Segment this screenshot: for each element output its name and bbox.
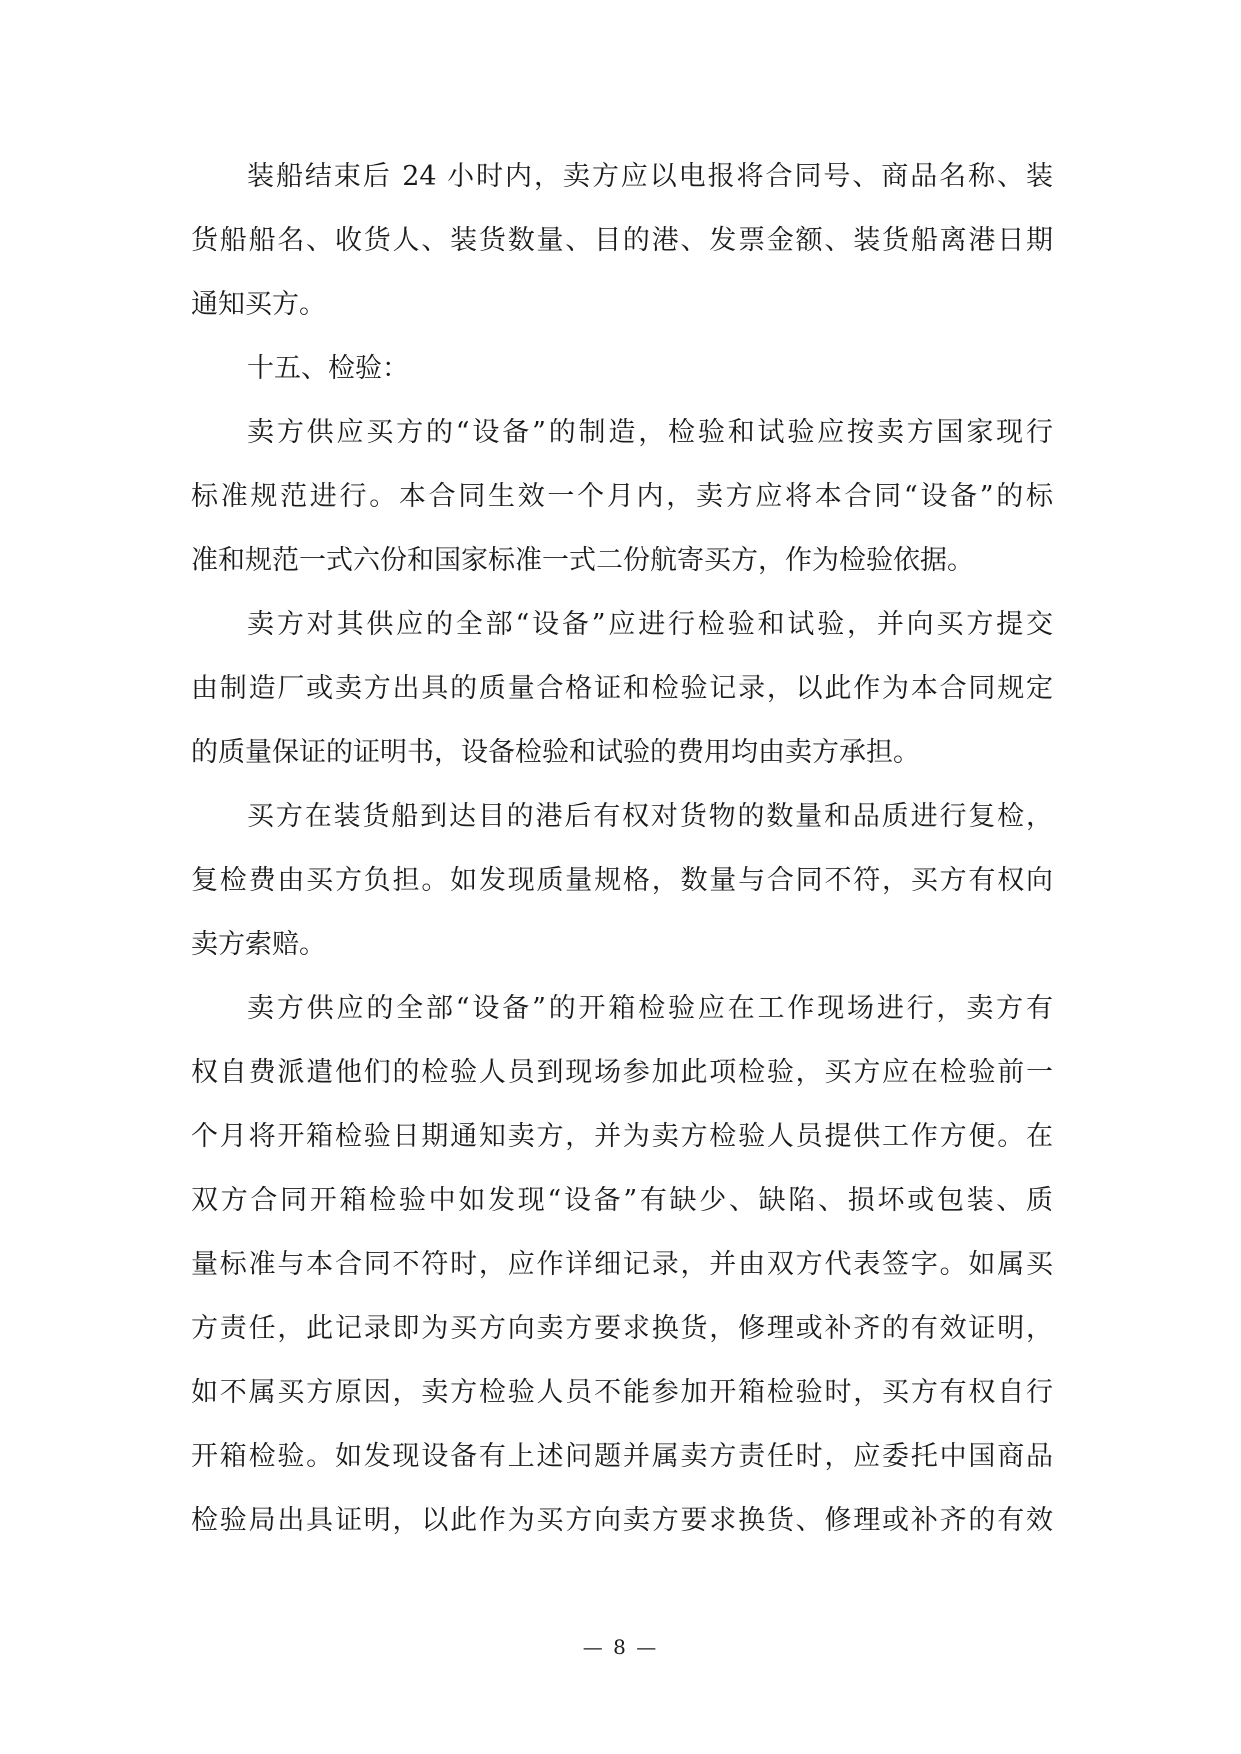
- text-line: 卖方索赔。: [191, 929, 326, 960]
- text-line: 复检费由买方负担。如发现质量规格，数量与合同不符，买方有权向: [191, 865, 1053, 896]
- text-line: 准和规范一式六份和国家标准一式二份航寄买方，作为检验依据。: [191, 545, 974, 576]
- text-line: 卖方供应的全部“设备”的开箱检验应在工作现场进行，卖方有: [247, 993, 1053, 1024]
- text-line: 装船结束后 24 小时内，卖方应以电报将合同号、商品名称、装: [247, 161, 1053, 192]
- text-line: 的质量保证的证明书，设备检验和试验的费用均由卖方承担。: [191, 737, 920, 768]
- text-line: 权自费派遣他们的检验人员到现场参加此项检验，买方应在检验前一: [191, 1057, 1053, 1088]
- text-line: 双方合同开箱检验中如发现“设备”有缺少、缺陷、损坏或包装、质: [191, 1185, 1053, 1216]
- text-line: 如不属买方原因，卖方检验人员不能参加开箱检验时，买方有权自行: [191, 1377, 1053, 1408]
- text-line: 检验局出具证明，以此作为买方向卖方要求换货、修理或补齐的有效: [191, 1505, 1053, 1536]
- section-heading: 十五、检验：: [247, 353, 409, 384]
- text-line: 开箱检验。如发现设备有上述问题并属卖方责任时，应委托中国商品: [191, 1441, 1053, 1472]
- text-line: 卖方对其供应的全部“设备”应进行检验和试验，并向买方提交: [247, 609, 1053, 640]
- text-line: 通知买方。: [191, 289, 326, 320]
- document-body: [191, 160, 1053, 1568]
- text-line: 卖方供应买方的“设备”的制造，检验和试验应按卖方国家现行: [247, 417, 1053, 448]
- text-line: 标准规范进行。本合同生效一个月内，卖方应将本合同“设备”的标: [191, 481, 1053, 512]
- text-line: 量标准与本合同不符时，应作详细记录，并由双方代表签字。如属买: [191, 1249, 1053, 1280]
- text-line: 货船船名、收货人、装货数量、目的港、发票金额、装货船离港日期: [191, 225, 1053, 256]
- text-line: 由制造厂或卖方出具的质量合格证和检验记录，以此作为本合同规定: [191, 673, 1053, 704]
- text-line: 方责任，此记录即为买方向卖方要求换货，修理或补齐的有效证明，: [191, 1313, 1053, 1344]
- page-number: — 8 —: [582, 1635, 659, 1659]
- text-line: 买方在装货船到达目的港后有权对货物的数量和品质进行复检，: [247, 801, 1053, 832]
- text-line: 个月将开箱检验日期通知卖方，并为卖方检验人员提供工作方便。在: [191, 1121, 1053, 1152]
